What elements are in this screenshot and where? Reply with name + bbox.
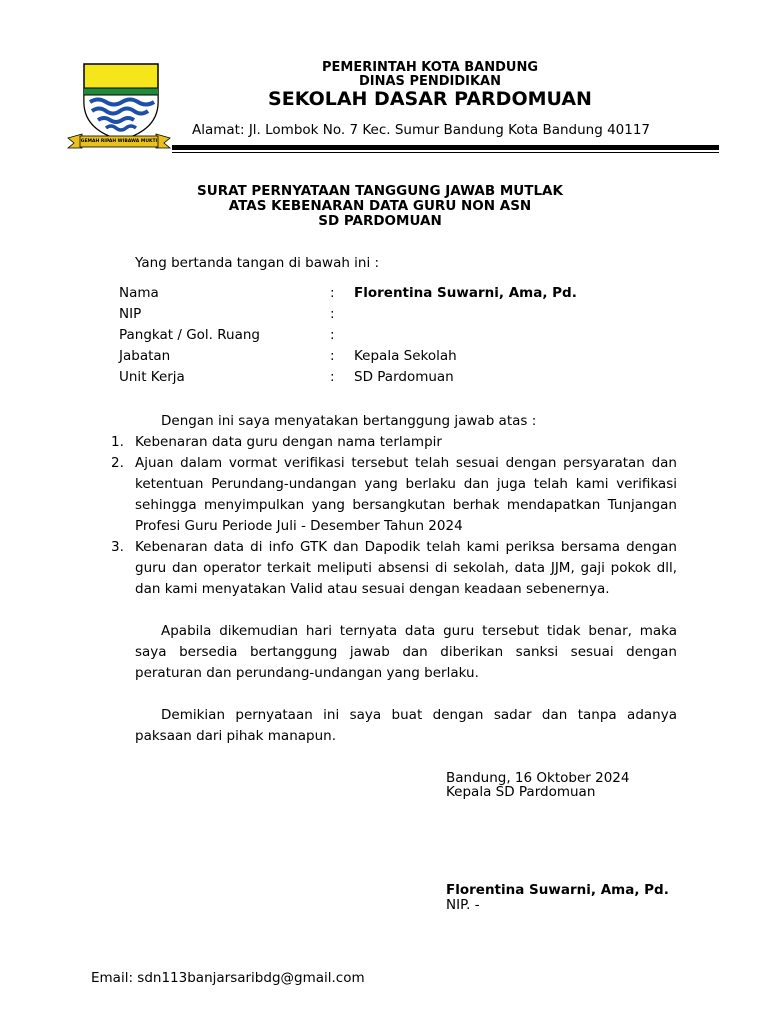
identity-colon: :	[330, 348, 335, 364]
doc-title-line1: SURAT PERNYATAAN TANGGUNG JAWAB MUTLAK	[197, 183, 563, 199]
identity-label: Nama	[119, 285, 159, 301]
header-address: Alamat: Jl. Lombok No. 7 Kec. Sumur Bandung Kota Bandung 40117	[192, 122, 651, 138]
intro-text: Yang bertanda tangan di bawah ini :	[135, 255, 380, 271]
identity-value-name: Florentina Suwarni, Ama, Pd.	[354, 285, 577, 301]
identity-label: Jabatan	[119, 348, 171, 364]
identity-label: NIP	[119, 306, 142, 322]
list-item-line: dan kami menyatakan Valid atau sesuai dengan keadaan sebenernya.	[135, 581, 610, 597]
list-item-line: Profesi Guru Periode Juli - Desember Tahun 2024	[135, 518, 463, 534]
paragraph1-line: Apabila dikemudian hari ternyata data guru tersebut tidak benar, maka	[161, 623, 677, 639]
list-item-line: Kebenaran data di info GTK dan Dapodik telah kami periksa bersama dengan	[135, 539, 677, 555]
statement-intro: Dengan ini saya menyatakan bertanggung jawab atas :	[161, 413, 537, 429]
signature-position: Kepala SD Pardomuan	[446, 784, 596, 800]
header-rule-thin	[172, 152, 719, 153]
header-school-name: SEKOLAH DASAR PARDOMUAN	[268, 88, 592, 110]
list-item-line: guru dan operator terkait meliputi absensi di sekolah, data JJM, gaji pokok dll,	[135, 560, 677, 576]
list-item-line: Kebenaran data guru dengan nama terlampir	[135, 434, 442, 450]
identity-colon: :	[330, 327, 335, 343]
doc-title-line2: ATAS KEBENARAN DATA GURU NON ASN	[228, 198, 532, 214]
identity-value-unit: SD Pardomuan	[354, 369, 454, 385]
signature-nip: NIP. -	[446, 897, 480, 913]
header-department: DINAS PENDIDIKAN	[358, 74, 502, 89]
logo-motto: GEMAH RIPAH WIBAWA MUKTI	[80, 139, 158, 144]
paragraph2-line: Demikian pernyataan ini saya buat dengan sadar dan tanpa adanya	[161, 707, 677, 723]
signature-place-date: Bandung, 16 Oktober 2024	[446, 770, 630, 786]
header-rule-thick	[172, 145, 719, 150]
header-government: PEMERINTAH KOTA BANDUNG	[321, 60, 538, 75]
list-item-number: 1.	[111, 434, 124, 450]
identity-colon: :	[330, 285, 335, 301]
list-item-line: sehingga menyimpulkan yang bersangkutan berhak mendapatkan Tunjangan	[135, 497, 677, 513]
paragraph1-line: saya bersedia bertanggung jawab dan diberikan sanksi sesuai dengan	[135, 644, 677, 660]
identity-label: Pangkat / Gol. Ruang	[119, 327, 260, 343]
paragraph2-line: paksaan dari pihak manapun.	[135, 728, 337, 744]
identity-colon: :	[330, 369, 335, 385]
identity-value-position: Kepala Sekolah	[354, 348, 457, 364]
doc-title-line3: SD PARDOMUAN	[318, 213, 442, 229]
city-crest-logo	[66, 62, 172, 154]
identity-label: Unit Kerja	[119, 369, 185, 385]
identity-colon: :	[330, 306, 335, 322]
list-item-line: Ajuan dalam vormat verifikasi tersebut telah sesuai dengan persyaratan dan	[135, 455, 677, 471]
list-item-number: 2.	[111, 455, 124, 471]
footer-email[interactable]: Email: sdn113banjarsaribdg@gmail.com	[91, 970, 365, 986]
list-item-line: ketentuan Perundang-undangan yang berlaku dan juga telah kami verifikasi	[135, 476, 677, 492]
list-item-number: 3.	[111, 539, 124, 555]
signature-name: Florentina Suwarni, Ama, Pd.	[446, 882, 669, 898]
paragraph1-line: peraturan dan perundang-undangan yang berlaku.	[135, 665, 479, 681]
